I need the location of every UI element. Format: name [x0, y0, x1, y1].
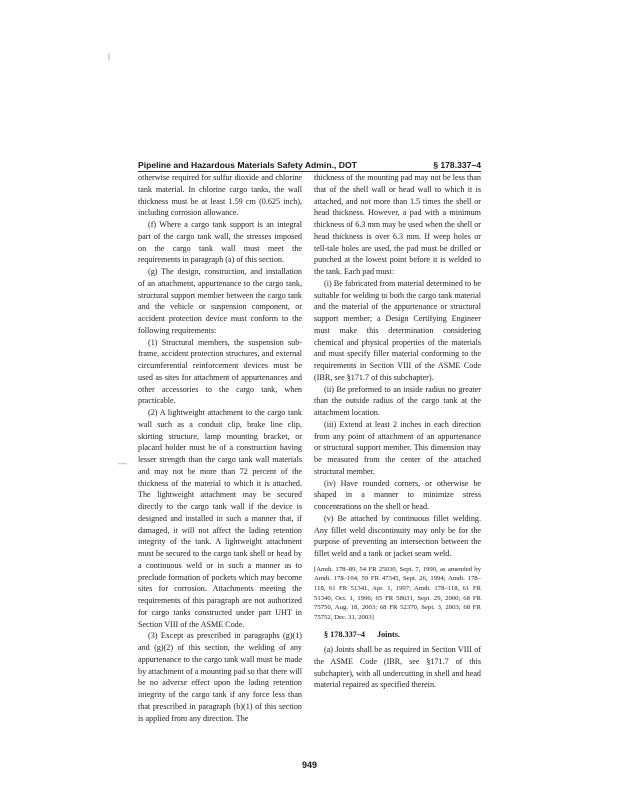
right-column: [314, 172, 481, 691]
paragraph-g: (g) The design, construction, and installation of an attachment, appurtenance to the cargo tank, structural support member between the cargo tank and the vehicle or suspension component, or accident protection device must conform to the following requirements:: [138, 267, 302, 335]
paragraph-f: (f) Where a cargo tank support is an integral part of the cargo tank wall, the stresses imposed on the cargo tank wall must meet the requirements in paragraph (a) of this section.: [138, 220, 302, 265]
running-header: [138, 156, 481, 170]
paragraph-continuation: otherwise required for sulfur dioxide and chlorine tank material. In chlorine cargo tanks, the wall thickness must be at least 1.59 cm (0.625 inch), including corrosion allowance.: [138, 173, 302, 218]
paragraph-iv: (iv) Have rounded corners, or otherwise be shaped in a manner to minimize stress concentrations on the shell or head.: [314, 478, 481, 511]
paragraph-joints-a: (a) Joints shall be as required in Section VIII of the ASME Code (IBR, see §171.7 of this subchapter), with all undercutting in shell and head material repaired as specified therein.: [314, 645, 481, 690]
paragraph-i: (i) Be fabricated from material determined to be suitable for welding to both the cargo tank material and the material of the appurtenance or structural support member; a Design Certifying Engineer must make this determination considering chemical and physical properties of the materials and must specify filler material conforming to the requirements in Section VIII of the ASME Code (IBR, see §171.7 of this subchapter).: [314, 278, 481, 382]
paragraph-g3: (3) Except as prescribed in paragraphs (g)(1) and (g)(2) of this section, the welding of any appurtenance to the cargo tank wall must be made by attachment of a mounting pad so that there will be no adverse effect upon the lading retention integrity of the cargo tank if any force less than that prescribed in paragraph (b)(1) of this section is applied from any direction. The: [138, 631, 302, 723]
section-heading-title: Joints.: [376, 630, 400, 640]
section-heading-number: § 178.337–4: [324, 630, 365, 640]
amendment-citation: [Amdt. 178–89, 54 FR 25030, Sept. 7, 1990, as amended by Amdt. 178–104, 59 FR 47345, Sept. 26, 1994; Amdt. 178–118, 61 FR 51341, Apr. 1, 1997; Amdt. 178–118, 61 FR 51340, Oct. 1, 1996; 65 FR 58631, Sept. 29, 2000; 68 FR 75750, Aug. 18, 2003; 68 FR 52370, Sept. 3, 2003; 68 FR 75752, Dec. 31, 2003]: [314, 565, 481, 621]
margin-mark-middle: —: [118, 458, 127, 468]
paragraph-iii: (iii) Extend at least 2 inches in each direction from any point of attachment of an appurtenance or structural support member. This dimension may be measured from the center of the attached structural member.: [314, 419, 481, 476]
left-column: [138, 172, 302, 724]
paragraph-g2: (2) A lightweight attachment to the cargo tank wall such as a conduit clip, brake line clip, skirting structure, lamp mounting bracket, or placard holder must be of a construction having lesser strength than the cargo tank wall materials and may not be more than 72 percent of the thickness of the material to which it is attached. The lightweight attachment may be secured directly to the cargo tank wall if the device is designed and installed in such a manner that, if damaged, it will not affect the lading retention integrity of the tank. A lightweight attachment must be secured to the cargo tank shell or head by a continuous weld or in such a manner as to preclude formation of pockets which may become sites for corrosion. Attachments meeting the requirements of this paragraph are not authorized for cargo tanks constructed under part UHT in Section VIII of the ASME Code.: [138, 408, 302, 629]
paragraph-ii: (ii) Be preformed to an inside radius no greater than the outside radius of the cargo tank at the attachment location.: [314, 384, 481, 417]
page-number: 949: [301, 760, 318, 770]
header-agency-title: Pipeline and Hazardous Materials Safety Admin., DOT: [138, 160, 357, 170]
margin-mark-top: l: [108, 52, 110, 62]
paragraph-v: (v) Be attached by continuous fillet welding. Any fillet weld discontinuity may only be for the purpose of preventing an intersection between the fillet weld and a tank or jacket seam weld.: [314, 513, 481, 558]
paragraph-g1: (1) Structural members, the suspension sub-frame, accident protection structures, and external circumferential reinforcement devices must be used as sites for attachment of appurtenances and other accessories to the cargo tank, when practicable.: [138, 337, 302, 406]
header-section-number: § 178.337–4: [433, 160, 481, 170]
section-heading: [314, 629, 481, 641]
paragraph-pad-thickness: thickness of the mounting pad may not be less than that of the shell wall or head wall to which it is attached, and not more than 1.5 times the shell or head thickness. However, a pad with a minimum thickness of 6.3 mm may be used when the shell or head thickness is over 6.3 mm. If weep holes or tell-tale holes are used, the pad must be drilled or punched at the lowest point before it is welded to the tank. Each pad must:: [314, 173, 481, 276]
